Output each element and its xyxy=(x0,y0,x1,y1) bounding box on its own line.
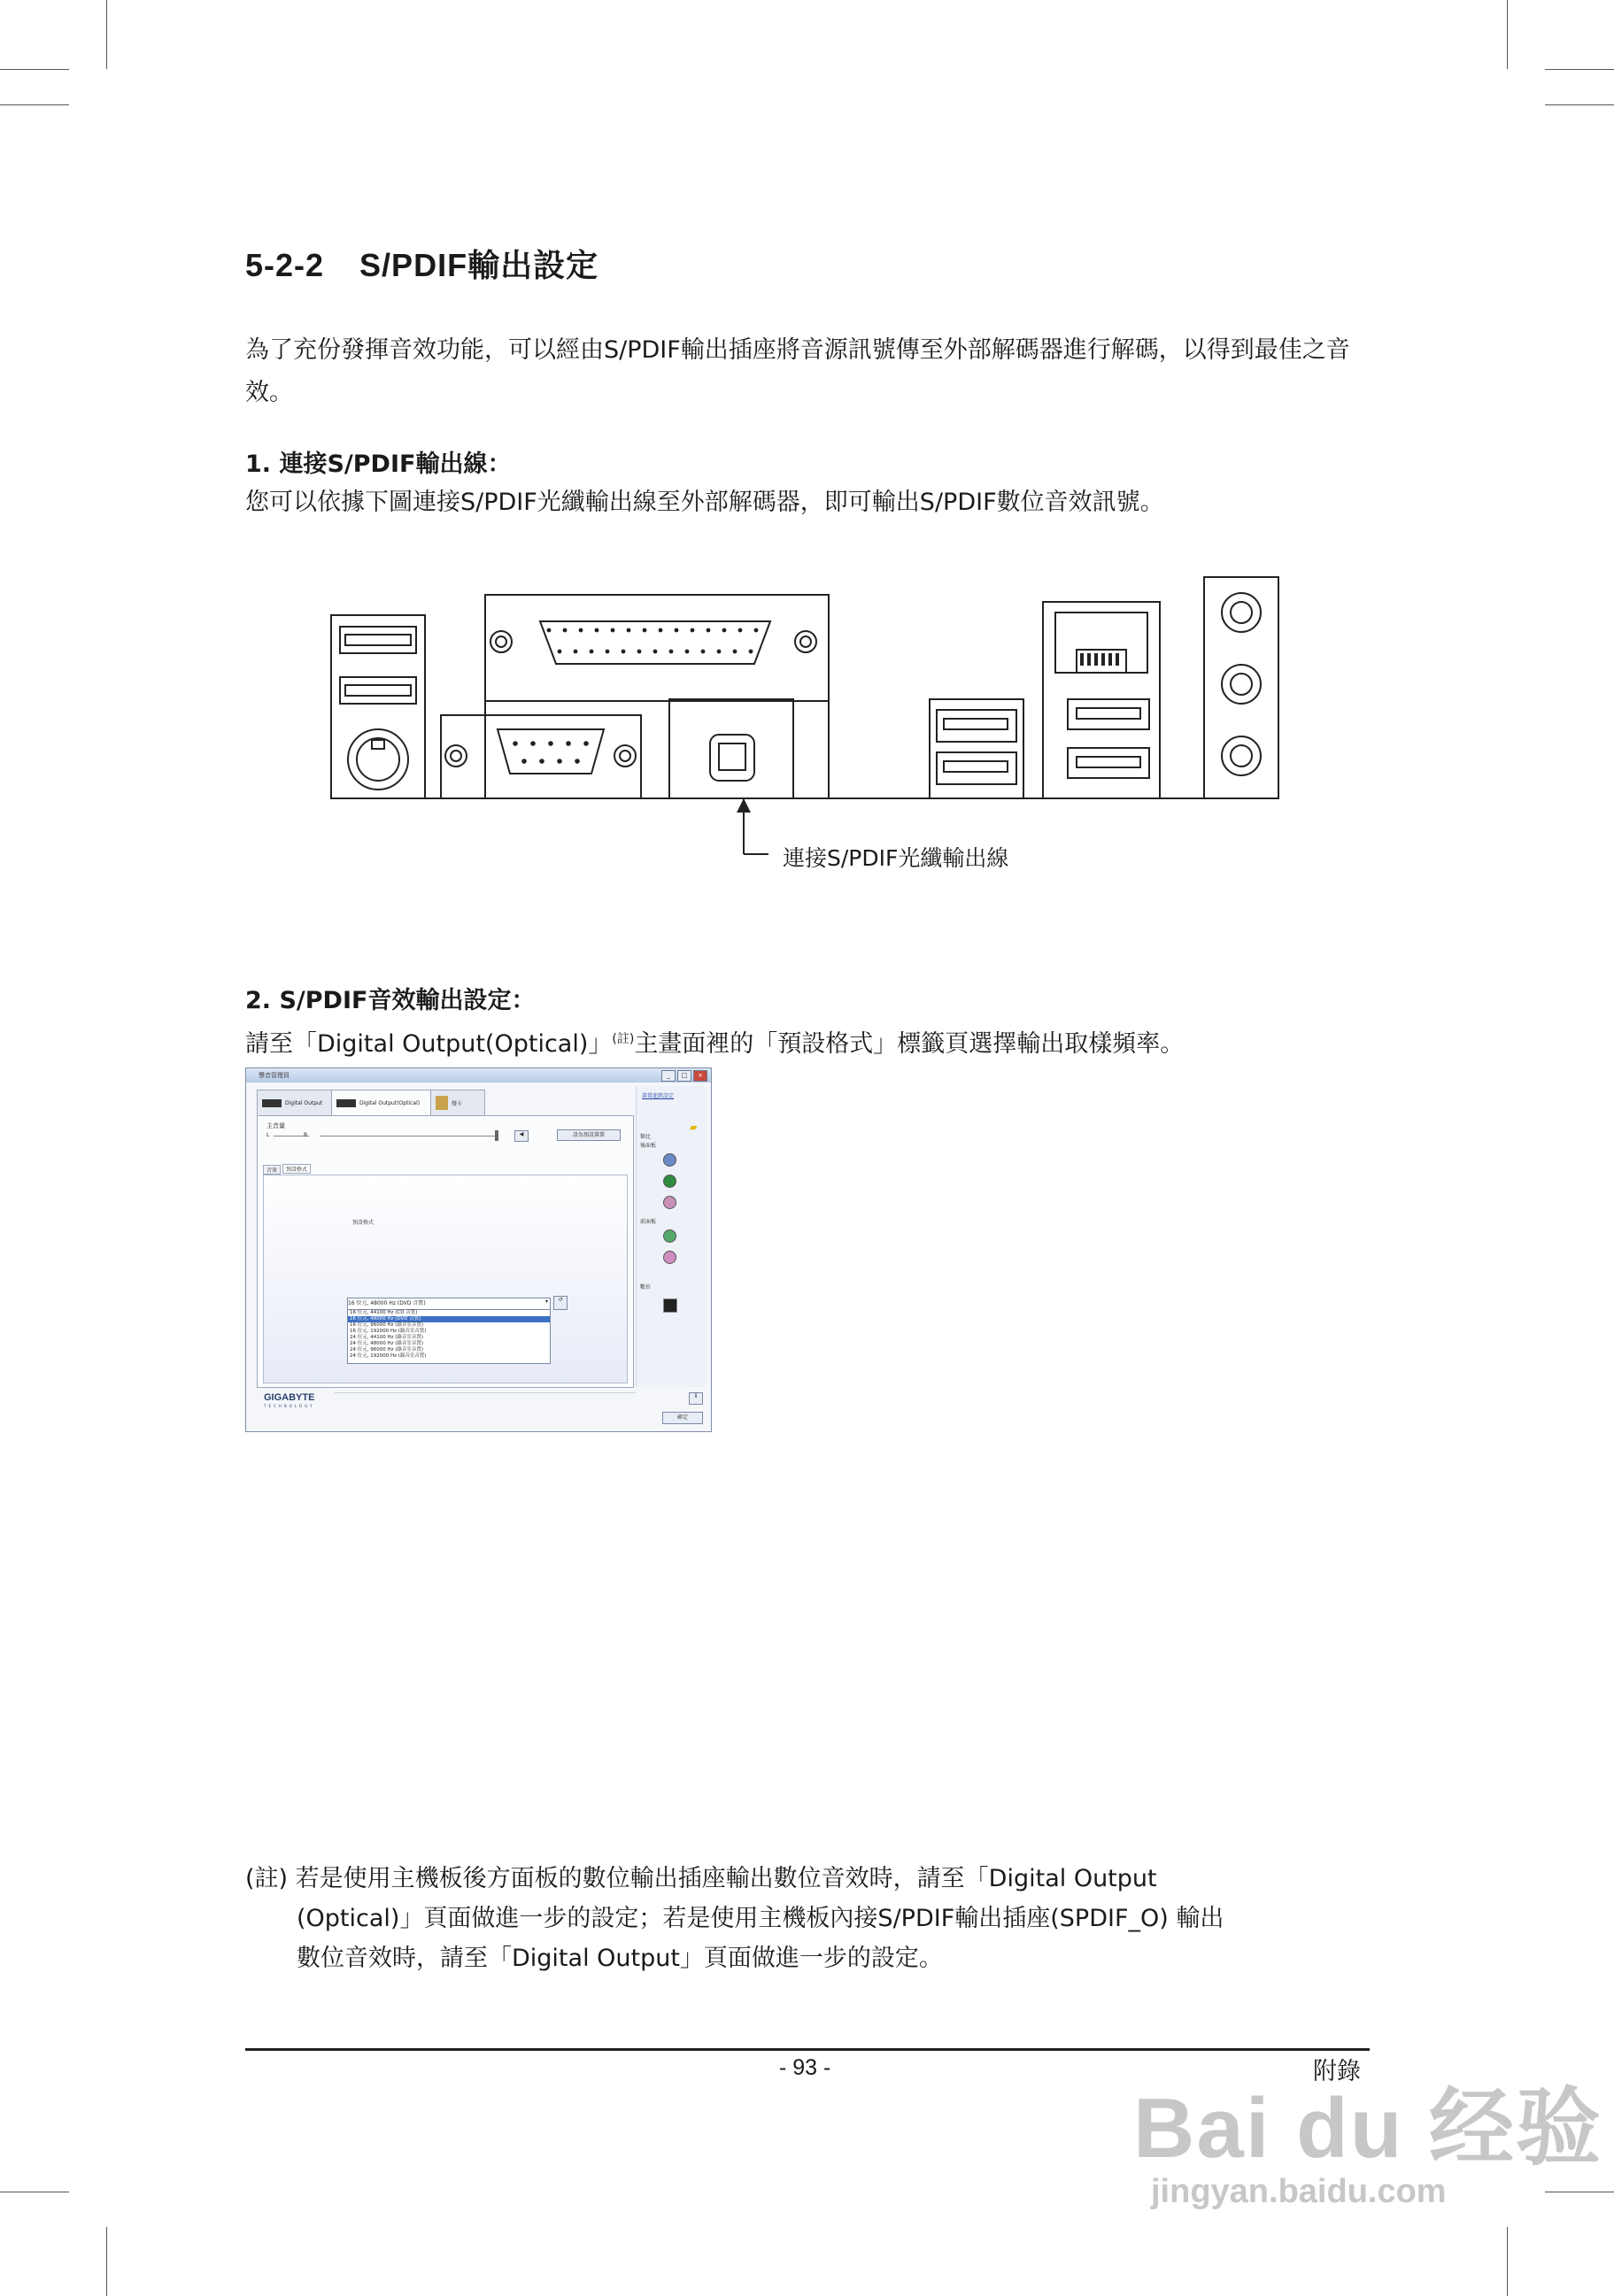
crop-mark xyxy=(1507,2227,1508,2296)
gigabyte-logo: GIGABYTE xyxy=(264,1392,315,1403)
baidu-watermark xyxy=(1133,2081,1603,2211)
sidebar xyxy=(636,1086,706,1387)
section-heading xyxy=(245,241,598,286)
footnote-line1: 若是使用主機板後方面板的數位輸出插座輸出數位音效時，請至「Digital Output xyxy=(295,1865,1157,1892)
left-label: L xyxy=(266,1132,270,1138)
footnote-mark: (註) xyxy=(245,1865,289,1892)
footnote-line3: 數位音效時，請至「Digital Output」頁面做進一步的設定。 xyxy=(297,1945,943,1972)
crop-mark xyxy=(0,104,69,105)
format-option[interactable]: 24 位元, 192000 Hz (錄音室音質) xyxy=(350,1353,427,1359)
digital-label: 數位 xyxy=(640,1284,652,1291)
sound-card-icon xyxy=(436,1096,448,1110)
tab-sound-card[interactable]: 聲卡 xyxy=(430,1090,485,1116)
chevron-down-icon: ▾ xyxy=(544,1298,548,1305)
crop-mark xyxy=(1545,69,1614,70)
line-out-jack-icon[interactable] xyxy=(663,1175,676,1188)
set-default-dropdown[interactable]: 設為預設裝置 xyxy=(557,1129,621,1141)
step2-heading: 2. S/PDIF音效輸出設定： xyxy=(245,987,536,1014)
step2-text-before: 請至「Digital Output(Optical)」 xyxy=(245,1030,613,1058)
title-bar xyxy=(246,1068,711,1083)
advanced-settings-link[interactable]: 裝置進階設定 xyxy=(642,1093,675,1099)
right-label: R xyxy=(304,1132,308,1138)
format-option[interactable]: 16 位元, 96000 Hz (錄音室音質) xyxy=(350,1322,424,1328)
audio-manager-screenshot xyxy=(245,1067,712,1432)
format-options-list[interactable] xyxy=(347,1309,551,1364)
format-option[interactable]: 24 位元, 44100 Hz (錄音室音質) xyxy=(350,1335,424,1340)
crop-mark xyxy=(106,2227,107,2296)
figure-caption: 連接S/PDIF光纖輸出線 xyxy=(783,845,1009,871)
watermark-url: jingyan.baidu.com xyxy=(1151,2173,1447,2210)
format-selected: 16 位元, 48000 Hz (DVD 音質) xyxy=(348,1300,426,1306)
volume-slider-thumb[interactable] xyxy=(495,1130,498,1141)
restore-default-button[interactable]: ↺ xyxy=(553,1296,568,1310)
intro-paragraph: 為了充份發揮音效功能，可以經由S/PDIF輸出插座將音源訊號傳至外部解碼器進行解碼，以得到最佳之音效。 xyxy=(245,336,1350,406)
step2-text xyxy=(245,1018,1396,1066)
ok-button[interactable]: 確定 xyxy=(662,1412,703,1424)
minimize-button[interactable]: _ xyxy=(661,1070,676,1082)
close-button[interactable]: × xyxy=(693,1070,707,1082)
subtab-default-format[interactable]: 預設格式 xyxy=(282,1164,311,1174)
info-button[interactable]: i xyxy=(689,1392,703,1405)
front-headphone-jack-icon[interactable] xyxy=(663,1229,676,1243)
tab-digital-output[interactable]: Digital Output xyxy=(257,1090,338,1116)
front-panel-label: 前面板 xyxy=(640,1219,657,1225)
section-title: S/PDIF輸出設定 xyxy=(359,247,599,283)
step1-heading: 1. 連接S/PDIF輸出線： xyxy=(245,451,512,478)
folder-icon[interactable]: ▰ xyxy=(690,1121,698,1133)
subtab-effects[interactable]: 音效 xyxy=(263,1165,281,1175)
line-in-jack-icon[interactable] xyxy=(663,1153,676,1167)
step1-text: 您可以依據下圖連接S/PDIF光纖輸出線至外部解碼器，即可輸出S/PDIF數位音效訊號。 xyxy=(245,489,1164,516)
optical-port-icon[interactable] xyxy=(663,1298,677,1313)
page-number: - 93 - xyxy=(779,2055,831,2080)
separator xyxy=(335,1392,636,1393)
footer-rule xyxy=(245,2048,1370,2051)
back-panel-label: 後面板 xyxy=(640,1143,657,1149)
format-option[interactable]: 24 位元, 96000 Hz (錄音室音質) xyxy=(350,1347,424,1352)
footer-section: 附錄 xyxy=(1313,2058,1361,2085)
note-mark: (註) xyxy=(612,1032,635,1046)
volume-label: 主音量 xyxy=(266,1122,285,1129)
format-option[interactable]: 16 位元, 48000 Hz (DVD 音質) xyxy=(348,1316,550,1322)
back-panel-diagram xyxy=(328,566,1284,876)
analog-label: 類比 xyxy=(640,1134,652,1140)
connector-icon xyxy=(262,1099,282,1107)
format-option[interactable]: 16 位元, 44100 Hz (CD 音質) xyxy=(350,1310,418,1315)
maximize-button[interactable]: □ xyxy=(677,1070,691,1082)
footnote xyxy=(245,1859,1396,1978)
connector-icon xyxy=(336,1099,356,1107)
crop-mark xyxy=(1507,0,1508,69)
window-title: 聲音管理員 xyxy=(259,1072,290,1079)
front-mic-jack-icon[interactable] xyxy=(663,1251,676,1264)
format-option[interactable]: 16 位元, 192000 Hz (錄音室音質) xyxy=(350,1329,427,1334)
gigabyte-logo-sub: TECHNOLOGY xyxy=(264,1404,315,1408)
tab-digital-output-optical[interactable]: Digital Output(Optical) xyxy=(331,1090,437,1116)
speaker-icon[interactable]: ◀ xyxy=(514,1130,529,1142)
format-dropdown[interactable] xyxy=(347,1298,551,1310)
main-panel xyxy=(257,1115,634,1388)
footnote-line2: (Optical)」頁面做進一步的設定；若是使用主機板內接S/PDIF輸出插座(SPDIF_O) 輸出 xyxy=(297,1905,1224,1932)
crop-mark xyxy=(1545,104,1614,105)
format-option[interactable]: 24 位元, 48000 Hz (錄音室音質) xyxy=(350,1341,424,1346)
crop-mark xyxy=(0,69,69,70)
watermark-brand: Bai du 经验 xyxy=(1133,2081,1603,2176)
crop-mark xyxy=(106,0,107,69)
step2-text-after: 主畫面裡的「預設格式」標籤頁選擇輸出取樣頻率。 xyxy=(634,1030,1185,1058)
mic-jack-icon[interactable] xyxy=(663,1196,676,1209)
section-number: 5-2-2 xyxy=(245,247,325,283)
format-label: 預設格式 xyxy=(352,1220,375,1226)
